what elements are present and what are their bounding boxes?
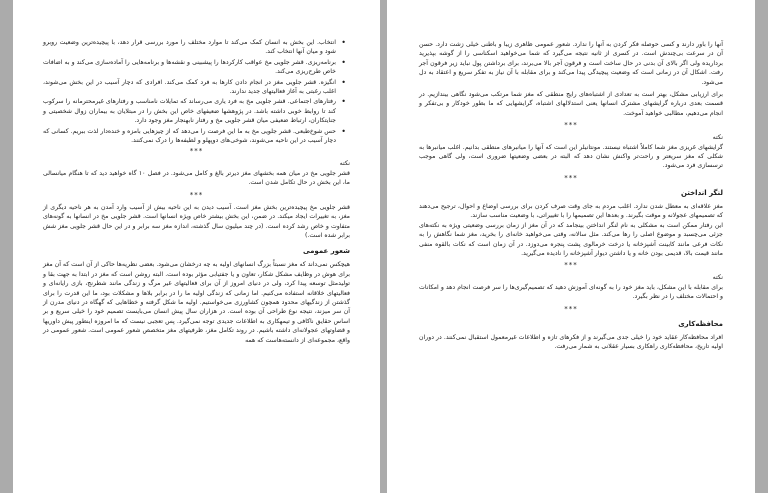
note-label: نکته bbox=[339, 160, 350, 168]
section-separator: *** bbox=[189, 147, 204, 156]
list-item: • رفتارهای اجتماعی. قشر جلویی مخ به فرد یاری می‌رساند که تمایلات نامناسب و رفتارهای غیرمحترمانه را سرکوب کند تا روابط خوبی داشته باشد. در پژوهشها ضعیفهای خاص این بخش را در مبتلایان به بیماران زوال شخصیتی و جنایتکاران، ارتباط ضعیفی میان قشر جلویی مخ و رفتار نابهنجار مغز وجود دارد. bbox=[43, 97, 336, 125]
bullet-list bbox=[43, 38, 350, 145]
paragraph: برای ارزیابی مشکل، بهتر است به تعدادی از اشتباه‌های رایج منطقی که مغز شما مرتکب می‌شود نگاهی بیندازیم. در قسمت بعدی درباره گرایشهای مشترک انسانها یعنی استدلالهای اشتباه، گرایشهایی که ما بطور خودکار و بی‌تفکر و انجام می‌دهیم، مطالبی خواهید آموخت. bbox=[419, 91, 723, 117]
section-heading: لنگر انداختن bbox=[680, 188, 723, 197]
section-separator: *** bbox=[564, 121, 578, 130]
note-text: گرایشهای غریزی مغز شما کاملاً اشتباه نیستند. مونتانیلر این است که آنها را میانبرهای منطقی بدانیم. اغلب میانبرها به شکلی که مغز سریعتر و راحت‌تر واکنش نشان دهد که البته در بعضی وضعیتها ضروری است، ولی گاهی موجب ترسسازی فرد می‌شود. bbox=[419, 143, 723, 170]
section-heading: شعور عمومی bbox=[303, 247, 350, 256]
paragraph: مغز علاقه‌ای به معطل شدن ندارد. اغلب مردم به جای وقت صرف کردن برای بررسی اوضاع و احوال، ترجیح می‌دهند که تصمیمهای عجولانه و موقت بگیرند. و بعدها این تصمیمها را با تغییراتی، با وضعیت مناسب سازند. این رفتار ممکن است به مشکلی به نام لنگر انداختن بینجامد که در آن مغز از زمان بررسی وضعیتی ویژه به نکته‌های جزئی می‌چسبد و موضوع اصلی را رها می‌کند. مثل سالانه، وقتی می‌خواهید خانه‌ای را بخرید، مغز شما نگاهش را به نکات فرعی مانند کابینت آشپزخانه یا درخت خرمالوی پشت پنجره می‌دوزد. در آن زمان است که نکات بالقوه منفی مانند قیمت بالا، قدیمی بودن خانه و یا داشتن دیوار آشپزخانه را نادیده می‌گیرید. bbox=[419, 202, 723, 257]
section-separator: *** bbox=[564, 261, 578, 270]
paragraph: قشر جلویی مخ پیچیده‌ترین بخش مغز است. آسیب دیدن به این ناحیه بیش از آسیب وارد آمدن به هر ناحیه دیگری از مغز، به تغییرات ایجاد میکند. در ضمن، این بخش بیشتر خاص ویژه انسانها است. قشر جلویی مخ در انسانها به گونه‌های متفاوت و خاص رشد کرده است. (در چند میلیون سال گذشته، اندازه مغز سه برابر و در این حال قشر جلویی مغز شش برابر شده است.) bbox=[43, 203, 350, 239]
paragraph: آنها را باور دارند و کسی حوصله فکر کردن به آنها را ندارد. شعور عمومی ظاهری زیبا و باطنی خیلی زشت دارد. حسن آن در سرعت بی‌چندش است. در کسری از ثانیه نتیجه می‌گیرد که شما می‌خواهید اسکناسی را از گوشه بپذیرید برداریده ولی اگر بالای آن بدنی در حال ساخت است و فرقون آجر بالا می‌برند، برای برداشتن پول نباید زیر فرقون آجر رفت. اشکال آن در زمانی است که وضعیت پیچیدگی پیدا می‌کند و برای مقابله با آن نیاز به تفکر سریع و اعتقاد به دل می‌شود. bbox=[419, 41, 723, 86]
list-item: • انتخاب. این بخش به انسان کمک می‌کند تا موارد مختلف را مورد بررسی قرار دهد، با پیچیده‌ترین وضعیت روبرو شود و میان آنها انتخاب کند. bbox=[43, 38, 336, 57]
note-label: نکته bbox=[712, 274, 723, 282]
paragraph: افراد محافظه‌کار عقاید خود را خیلی جدی می‌گیرند و از فکرهای تازه و اطلاعات غیرمعمول استقبال نمی‌کنند. در دوران اولیه تاریخ، محافظه‌کاری راهکاری بسیار عقلانی به شمار می‌رفت. bbox=[419, 333, 723, 350]
note-label: نکته bbox=[712, 134, 723, 142]
right-page bbox=[387, 0, 755, 493]
left-page bbox=[13, 0, 380, 493]
section-heading: محافظه‌کاری bbox=[678, 319, 723, 328]
section-separator: *** bbox=[564, 304, 578, 313]
note-text: قشر جلویی مخ در میان همه بخشهای مغز دیرتر بالغ و کامل می‌شود. در فصل ۱۰ گاه خواهید دید که تا هنگام میانسالی ما، این بخش در حال تکامل شدن است. bbox=[43, 169, 351, 187]
section-separator: *** bbox=[564, 173, 578, 182]
note-text: برای مقابله با این مشکل، باید مغز خود را به گونه‌ای آموزش دهید که تصمیم‌گیری‌ها را سر فرصت انجام دهد و امکانات و احتمالات مختلف را در نظر بگیرد. bbox=[419, 283, 723, 301]
paragraph: هیچکس نمی‌داند که مغز نسبتاً بزرگ انسانهای اولیه به چه درخشان می‌شود. بعضی نظریه‌ها حاکی از آن است که آن مغز برای هوش در وظایف مشکل شکار، تعاون و یا جفتیابی مؤثر بوده است. البته روشن است که مغز در ابتدا به جهت بقا و تولیدمثل توسعه پیدا کرد، ولی در دنیای امروز از آن برای فعالیتهای غیر مرگ و زندگی مانند شطرنج، بازی رایانه‌ای و فعالیتهای خلاقانه استفاده می‌کنیم. اما زمانی که زندگی اولیه ما را در برابر بلاها و مشکلات بود، ما این قدرت را برای گذشتن از زندگیهای محدود همچون کشاورزی می‌خواستیم. اولیه ما شکل گرفته و خطاهایی که گهگاه در دنیای مدرن از آن سر میزند، نتیجه نوع طراحی آن بوده است. در هزاران سال پیش انسان می‌بایست تصمیم خود را خیلی سریع و بر اساس حقایق ناکافی و تیمهکاری به اطلاعات جدیدی توجه نمی‌گیرد. پس تعجبی نیست که ما امروزه اینطور پیش داوریها و قضاوتهای عجولانه‌ای داشته باشیم. در روند تکامل مغز، ظرفیتهای مغز متخصص شعور عمومی است. شعور عمومی در واقع، مجموعه‌ای از دانسته‌هاست که همه bbox=[43, 261, 350, 344]
list-item: • برنامه‌ریزی. قشر جلویی مخ عواقب کارکردها را پیشبینی و نقشه‌ها و برنامه‌هایی را آماده‌سازی می‌کند و به اضافات خاص طرح‌ریزی می‌کند. bbox=[43, 58, 336, 77]
list-item: • حس شوخ‌طبعی. قشر جلویی مخ به ما این فرصت را می‌دهد که از چیزهایی بامزه و خنده‌دار لذت ببریم. کسانی که دچار آسیب در این ناحیه می‌شوند، شوخی‌های دوپهلو و لطیفه‌ها را درک نمی‌کنند. bbox=[43, 127, 336, 146]
list-item: • انگیزه. قشر جلویی مغز در انجام دادن کارها به فرد کمک می‌کند. افرادی که دچار آسیب در این بخش می‌شوند، اغلب رغبتی به آغاز فعالیتهای جدید ندارند. bbox=[43, 78, 336, 97]
section-separator: *** bbox=[189, 190, 204, 199]
